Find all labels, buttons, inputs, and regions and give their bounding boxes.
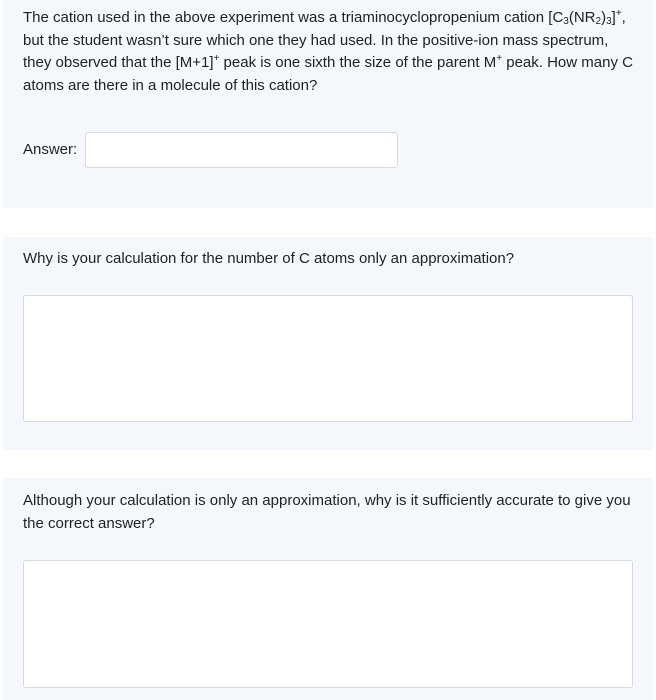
answer-label: Answer: xyxy=(23,141,78,158)
answer-input[interactable] xyxy=(85,132,398,168)
question-card-1 xyxy=(3,0,653,208)
question-3-answer-textarea[interactable] xyxy=(23,560,633,688)
question-1-text: The cation used in the above experiment was a triaminocyclopropenium cation $[C_3(NR_2)_3]^+$, but the student wasn’t sure which one they had used. In the positive-ion mass spectrum, they observed that the [M+1]+ peak is one sixth the size of the parent M+ peak. How many C atoms are there in a molecule of this cation? xyxy=(23,8,633,95)
question-card-2 xyxy=(3,237,653,450)
question-3-text: Although your calculation is only an approximation, why is it sufficiently accurate to give you the correct answer? xyxy=(23,492,631,532)
question-2-text: Why is your calculation for the number of C atoms only an approximation? xyxy=(23,250,515,267)
question-2-answer-textarea[interactable] xyxy=(23,295,633,422)
question-card-3 xyxy=(3,478,653,700)
